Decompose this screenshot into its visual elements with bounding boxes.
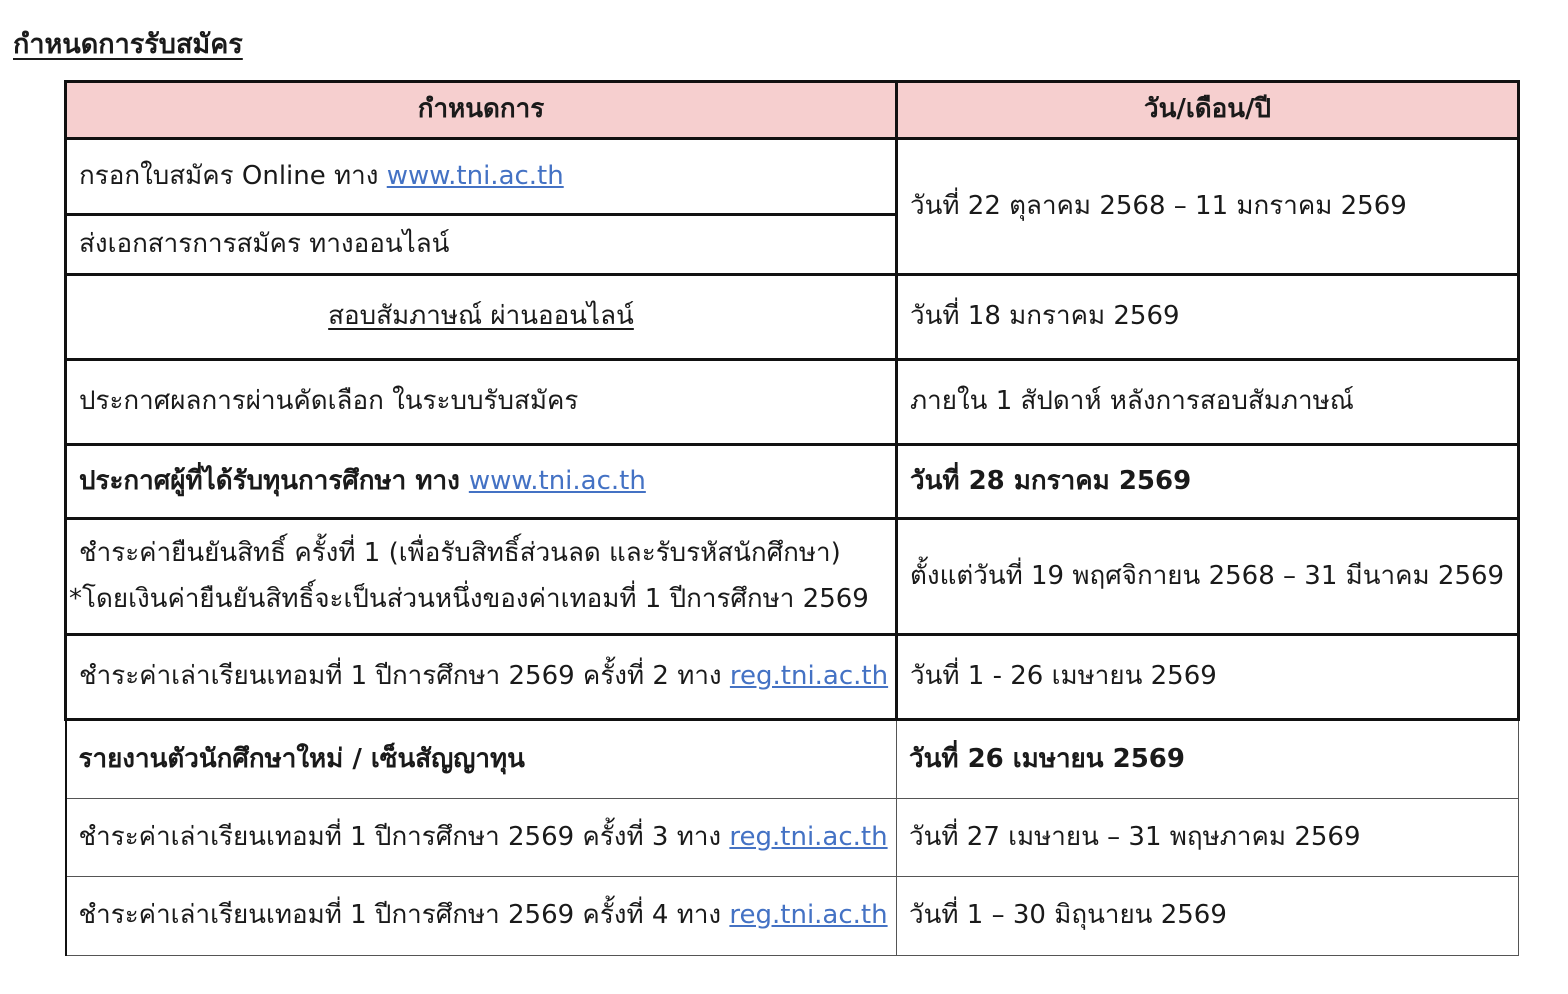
schedule-text: ชำระค่าเล่าเรียนเทอมที่ 1 ปีการศึกษา 2569 ครั้งที่ 3 ทาง	[78, 821, 730, 852]
table-row	[66, 519, 1519, 635]
schedule-cell: ส่งเอกสารการสมัคร ทางออนไลน์	[66, 215, 897, 275]
schedule-text: กรอกใบสมัคร Online ทาง	[79, 160, 387, 191]
date-cell: วันที่ 28 มกราคม 2569	[897, 445, 1519, 519]
schedule-text: ชำระค่าเล่าเรียนเทอมที่ 1 ปีการศึกษา 2569 ครั้งที่ 4 ทาง	[78, 900, 730, 931]
schedule-cell	[66, 519, 897, 635]
date-cell: ภายใน 1 สัปดาห์ หลังการสอบสัมภาษณ์	[897, 360, 1519, 445]
schedule-text: ชำระค่ายืนยันสิทธิ์ ครั้งที่ 1 (เพื่อรับสิทธิ์ส่วนลด และรับรหัสนักศึกษา)	[79, 537, 841, 568]
schedule-text: ประกาศผู้ที่ได้รับทุนการศึกษา ทาง	[79, 465, 469, 496]
table-header-row	[66, 82, 1519, 139]
header-schedule: กำหนดการ	[66, 82, 897, 139]
header-date: วัน/เดือน/ปี	[897, 82, 1519, 139]
tni-website-link[interactable]: www.tni.ac.th	[468, 465, 646, 496]
schedule-table	[64, 80, 1520, 956]
schedule-cell	[66, 139, 897, 215]
schedule-cell	[66, 877, 897, 956]
table-row	[66, 445, 1519, 519]
date-cell: ตั้งแต่วันที่ 19 พฤศจิกายน 2568 – 31 มีนาคม 2569	[897, 519, 1519, 635]
table-row	[66, 877, 1519, 956]
table-row	[66, 799, 1519, 877]
schedule-cell	[66, 799, 897, 877]
date-cell: วันที่ 26 เมษายน 2569	[897, 720, 1519, 799]
date-cell: วันที่ 1 - 26 เมษายน 2569	[897, 635, 1519, 720]
table-row	[66, 275, 1519, 360]
date-cell: วันที่ 22 ตุลาคม 2568 – 11 มกราคม 2569	[897, 139, 1519, 275]
tni-website-link[interactable]: www.tni.ac.th	[386, 160, 564, 191]
schedule-cell: ประกาศผลการผ่านคัดเลือก ในระบบรับสมัคร	[66, 360, 897, 445]
schedule-cell: รายงานตัวนักศึกษาใหม่ / เซ็นสัญญาทุน	[66, 720, 897, 799]
reg-website-link[interactable]: reg.tni.ac.th	[729, 821, 888, 852]
date-cell: วันที่ 18 มกราคม 2569	[897, 275, 1519, 360]
table-row	[66, 360, 1519, 445]
page-title: กำหนดการรับสมัคร	[13, 29, 243, 60]
date-cell: วันที่ 27 เมษายน – 31 พฤษภาคม 2569	[897, 799, 1519, 877]
table-row	[66, 635, 1519, 720]
schedule-note: *โดยเงินค่ายืนยันสิทธิ์จะเป็นส่วนหนึ่งของค่าเทอมที่ 1 ปีการศึกษา 2569	[69, 583, 869, 614]
schedule-cell	[66, 445, 897, 519]
table-row	[66, 139, 1519, 215]
date-cell: วันที่ 1 – 30 มิถุนายน 2569	[897, 877, 1519, 956]
schedule-text: ชำระค่าเล่าเรียนเทอมที่ 1 ปีการศึกษา 2569 ครั้งที่ 2 ทาง	[79, 661, 730, 692]
schedule-cell	[66, 275, 897, 360]
schedule-cell	[66, 635, 897, 720]
reg-website-link[interactable]: reg.tni.ac.th	[729, 661, 889, 692]
reg-website-link[interactable]: reg.tni.ac.th	[729, 900, 888, 931]
table-row	[66, 720, 1519, 799]
schedule-text: สอบสัมภาษณ์ ผ่านออนไลน์	[328, 301, 634, 332]
